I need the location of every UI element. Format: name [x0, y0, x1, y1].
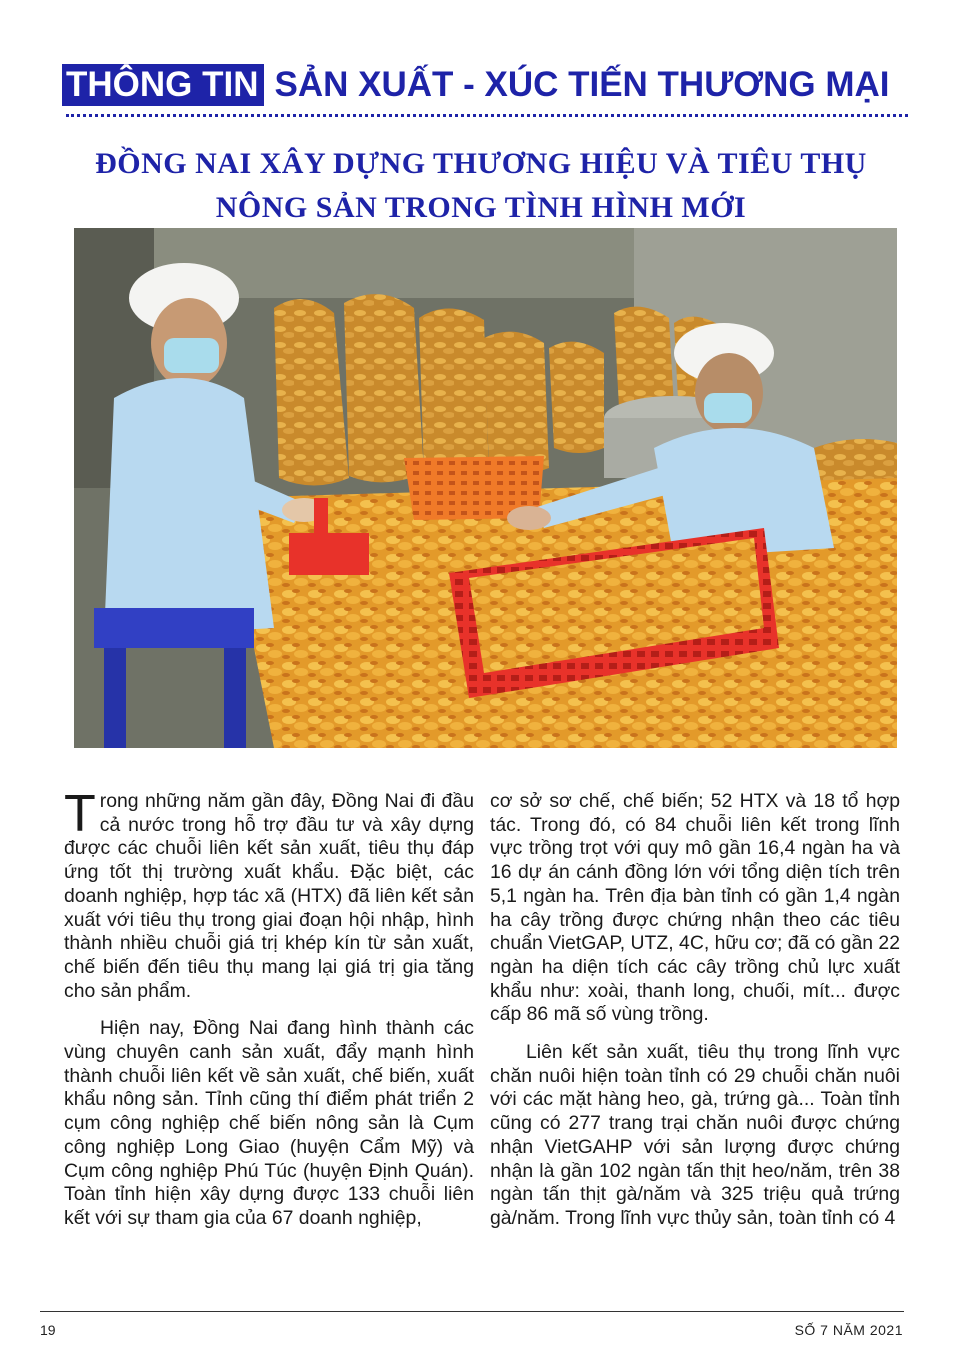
column-left: [64, 785, 474, 1245]
dotted-divider: [66, 114, 908, 117]
paragraph-4: Liên kết sản xuất, tiêu thụ trong lĩnh vực chăn nuôi hiện toàn tỉnh có 29 chuỗi chăn nuôi với các mặt hàng heo, gà, trứng gà... Toàn tỉnh cũng có 277 trang trại chăn nuôi được chứng nhận VietGAHP với sản lượng được chứng nhận là gần 102 ngàn tấn thịt heo/năm, trên 38 ngàn tấn thịt gà/năm và 325 triệu quả trứng gà/năm. Trong lĩnh vực thủy sản, toàn tỉnh có 4: [490, 1041, 900, 1229]
drop-cap: T: [64, 785, 96, 843]
section-tag: THÔNG TIN: [62, 64, 264, 106]
issue-label: SỐ 7 NĂM 2021: [794, 1322, 903, 1338]
footer-divider: [40, 1311, 904, 1312]
paragraph-1: [64, 785, 474, 1003]
article-title-line-2: NÔNG SẢN TRONG TÌNH HÌNH MỚI: [215, 191, 747, 224]
paragraph-3: cơ sở sơ chế, chế biến; 52 HTX và 18 tổ hợp tác. Trong đó, có 84 chuỗi liên kết trong lĩnh vực trồng trọt với quy mô gần 16,4 ngàn ha và 16 dự án cánh đồng lớn với tổng diện tích trên 5,1 ngàn ha. Trên địa bàn tỉnh có gần 1,4 ngàn ha cây trồng được chứng nhận theo các tiêu chuẩn VietGAP, UTZ, 4C, hữu cơ; đã có gần 22 ngàn ha diện tích các cây trồng chủ lực xuất khẩu như: xoài, thanh long, chuối, mít... được cấp 86 mã số vùng trồng.: [490, 790, 900, 1026]
column-right: [490, 790, 900, 1245]
article-photo: [74, 228, 897, 748]
section-header: [62, 63, 922, 107]
page-number: 19: [40, 1322, 56, 1338]
paragraph-1-text: rong những năm gần đây, Đồng Nai đi đầu cả nước trong hỗ trợ đầu tư và xây dựng được các chuỗi liên kết sản xuất, tiêu thụ đáp ứng tốt thị trường xuất khẩu. Đặc biệt, các doanh nghiệp, hợp tác xã (HTX) đã liên kết sản xuất với tiêu thụ trong giai đoạn hội nhập, hình thành nhiều chuỗi giá trị khép kín từ sản xuất, chế biến đến tiêu thụ mang lại giá trị gia tăng cho sản phẩm.: [64, 790, 474, 1002]
section-title: SẢN XUẤT - XÚC TIẾN THƯƠNG MẠI: [274, 65, 890, 104]
article-title-line-1: ĐỒNG NAI XÂY DỰNG THƯƠNG HIỆU VÀ TIÊU THỤ: [95, 147, 867, 180]
paragraph-2: Hiện nay, Đồng Nai đang hình thành các vùng chuyên canh sản xuất, đẩy mạnh hình thành chuỗi liên kết về sản xuất, chế biến, xuất khẩu nông sản. Tỉnh cũng thí điểm phát triển 2 cụm công nghiệp chế biến nông sản là Cụm công nghiệp Long Giao (huyện Cẩm Mỹ) và Cụm công nghiệp Phú Túc (huyện Định Quán). Toàn tỉnh hiện xây dựng được 133 chuỗi liên kết với sự tham gia của 67 doanh nghiệp,: [64, 1017, 474, 1229]
article-title: [60, 142, 902, 230]
